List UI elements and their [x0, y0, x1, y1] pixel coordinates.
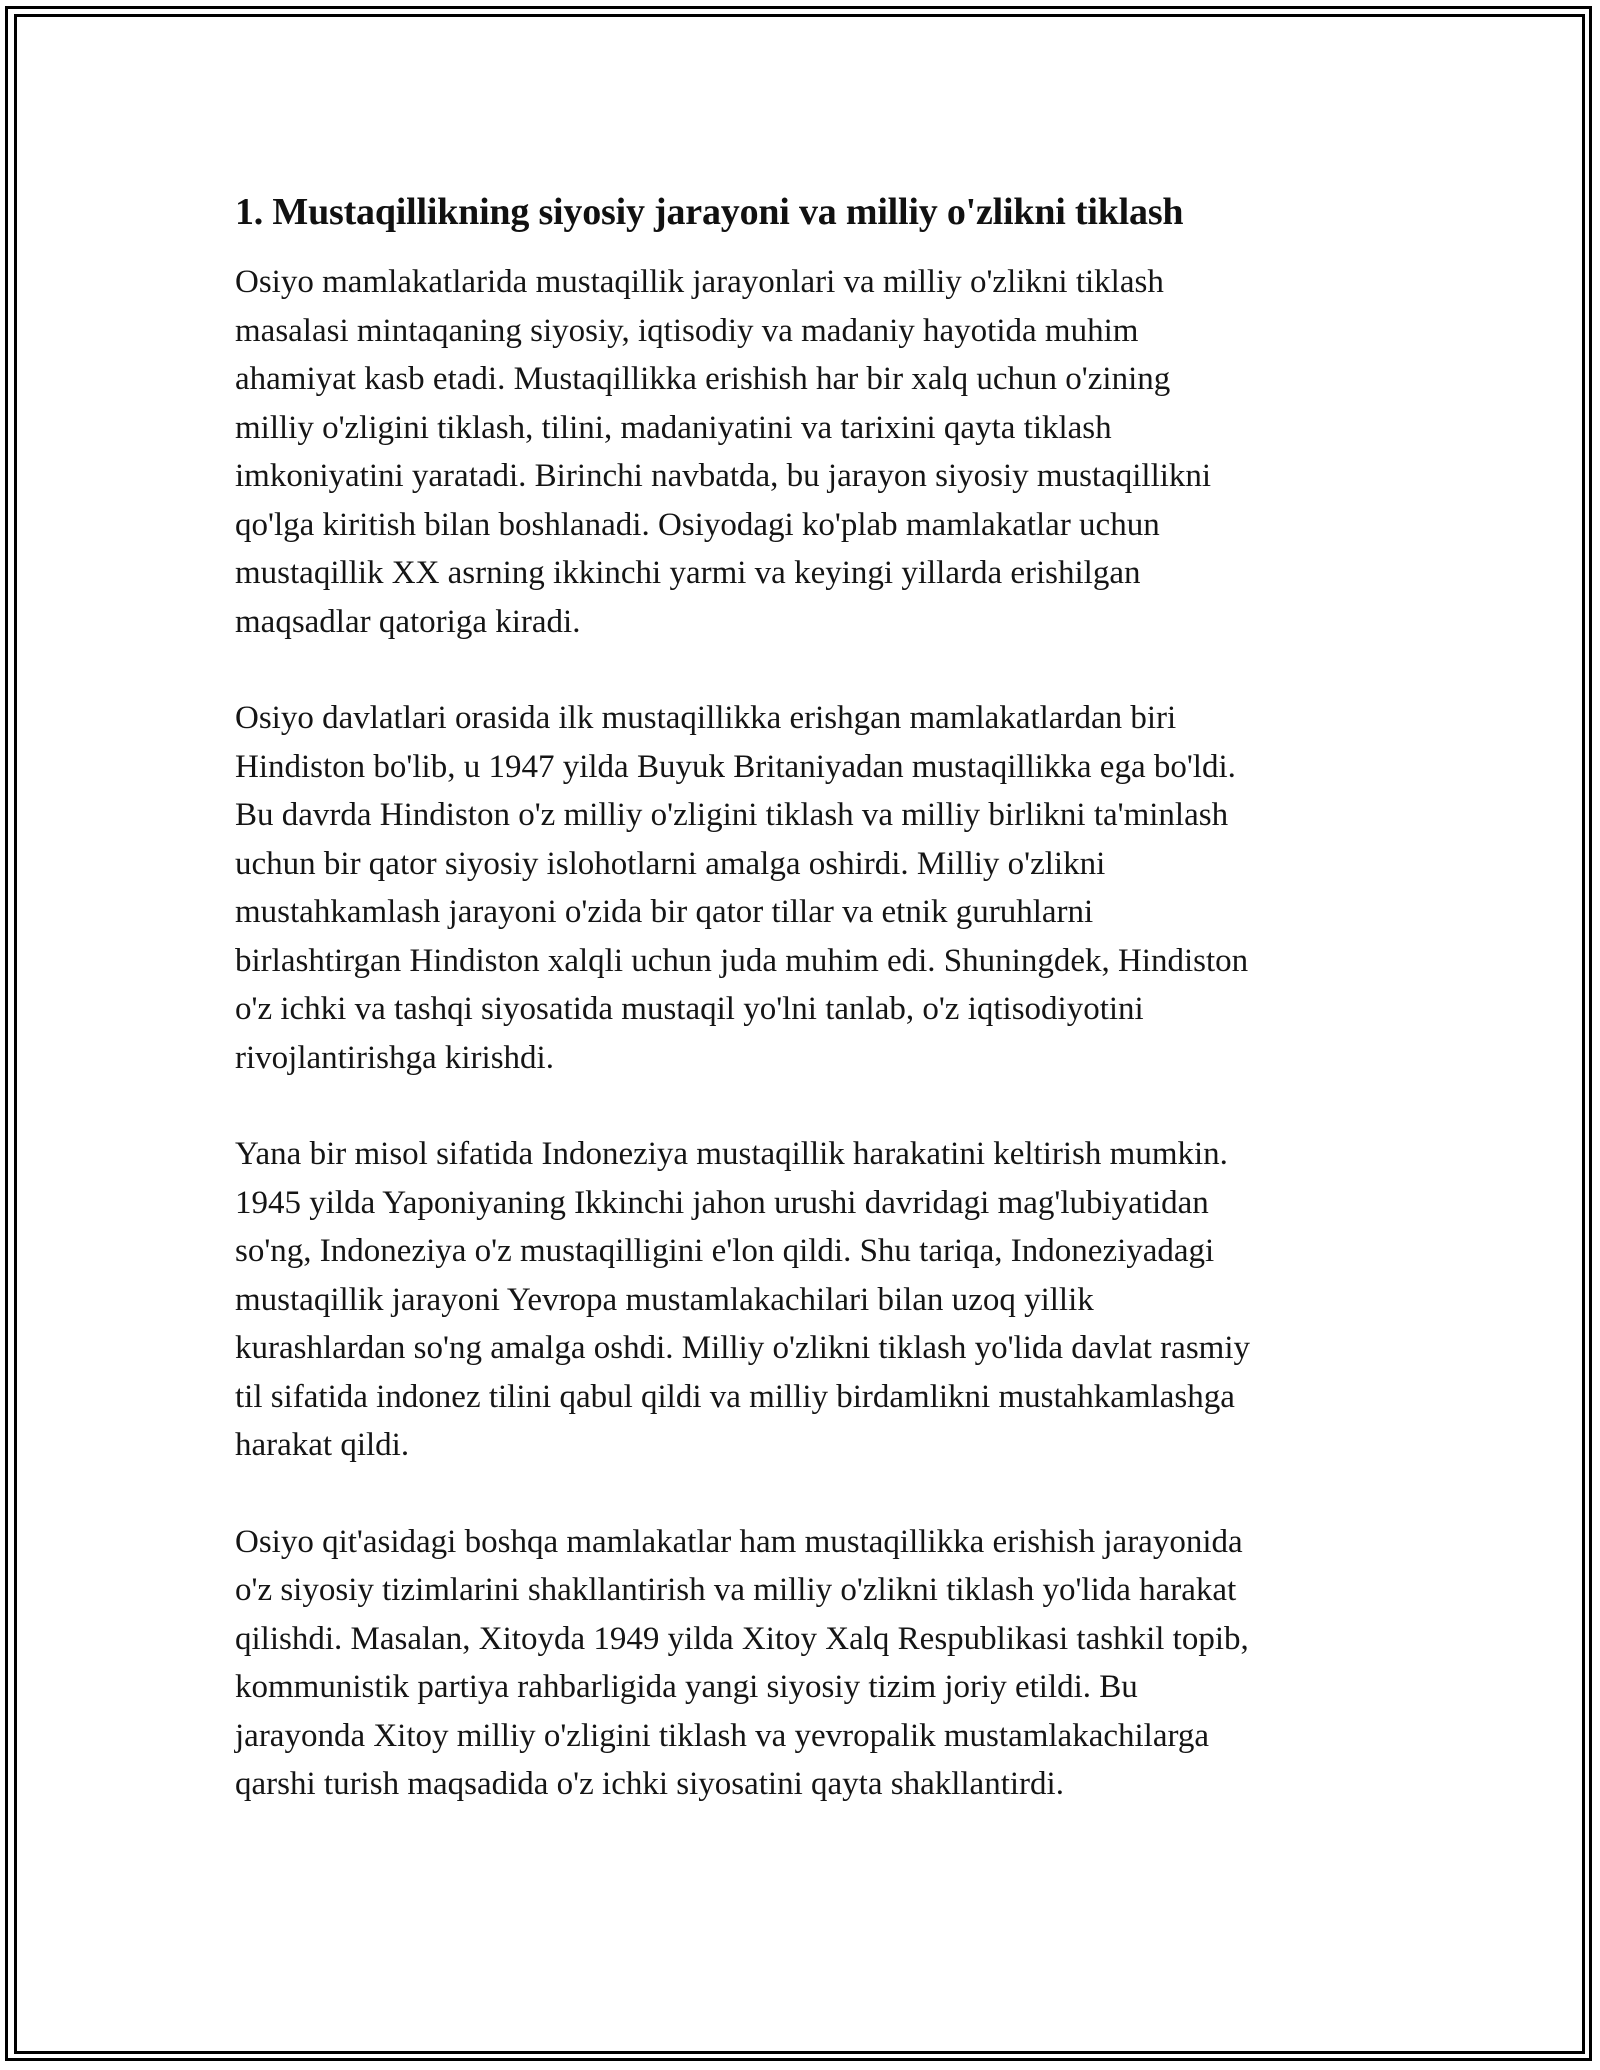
paragraph-china: Osiyo qit'asidagi boshqa mamlakatlar ham mustaqillikka erishish jarayonida o'z siyosiy tizimlarini shakllantirish va milliy o'zlikni tiklash yo'lida harakat qilishdi. Masalan, Xitoyda 1949 yilda Xitoy Xalq Respublikasi tashkil topib, kommunistik partiya rahbarligida yangi siyosiy tizim joriy etildi. Bu jarayonda Xitoy milliy o'zligini tiklash va yevropalik mustamlakachilarga qarshi turish maqsadida o'z ichki siyosatini qayta shakllantirdi. [235, 1523, 1249, 1802]
paragraph-india: Osiyo davlatlari orasida ilk mustaqillikka erishgan mamlakatlardan biri Hindiston bo'lib, u 1947 yilda Buyuk Britaniyadan mustaqillikka ega bo'ldi. Bu davrda Hindiston o'z milliy o'zligini tiklash va milliy birlikni ta'minlash uchun bir qator siyosiy islohotlarni amalga oshirdi. Milliy o'zlikni mustahkamlash jarayoni o'zida bir qator tillar va etnik guruhlarni birlashtirgan Hindiston xalqli uchun juda muhim edi. Shuningdek, Hindiston o'z ichki va tashqi siyosatida mustaqil yo'lni tanlab, o'z iqtisodiyotini rivojlantirishga kirishdi. [235, 700, 1249, 1076]
section-heading: 1. Mustaqillikning siyosiy jarayoni va milliy o'zlikni tiklash [235, 191, 1184, 233]
paragraph-indonesia: Yana bir misol sifatida Indoneziya mustaqillik harakatini keltirish mumkin. 1945 yilda Yaponiyaning Ikkinchi jahon urushi davridagi mag'lubiyatidan so'ng, Indoneziya o'z mustaqilligini e'lon qildi. Shu tariqa, Indoneziyadagi mustaqillik jarayoni Yevropa mustamlakachilari bilan uzoq yillik kurashlardan so'ng amalga oshdi. Milliy o'zlikni tiklash yo'lida davlat rasmiy til sifatida indonez tilini qabul qildi va milliy birdamlikni mustahkamlashga harakat qildi. [235, 1136, 1250, 1463]
paragraph-intro: Osiyo mamlakatlarida mustaqillik jarayonlari va milliy o'zlikni tiklash masalasi mintaqaning siyosiy, iqtisodiy va madaniy hayotida muhim ahamiyat kasb etadi. Mustaqillikka erishish har bir xalq uchun o'zining milliy o'zligini tiklash, tilini, madaniyatini va tarixini qayta tiklash imkoniyatini yaratadi. Birinchi navbatda, bu jarayon siyosiy mustaqillikni qo'lga kiritish bilan boshlanadi. Osiyodagi ko'plab mamlakatlar uchun mustaqillik XX asrning ikkinchi yarmi va keyingi yillarda erishilgan maqsadlar qatoriga kiradi. [235, 264, 1212, 640]
document-body [235, 186, 1375, 1857]
